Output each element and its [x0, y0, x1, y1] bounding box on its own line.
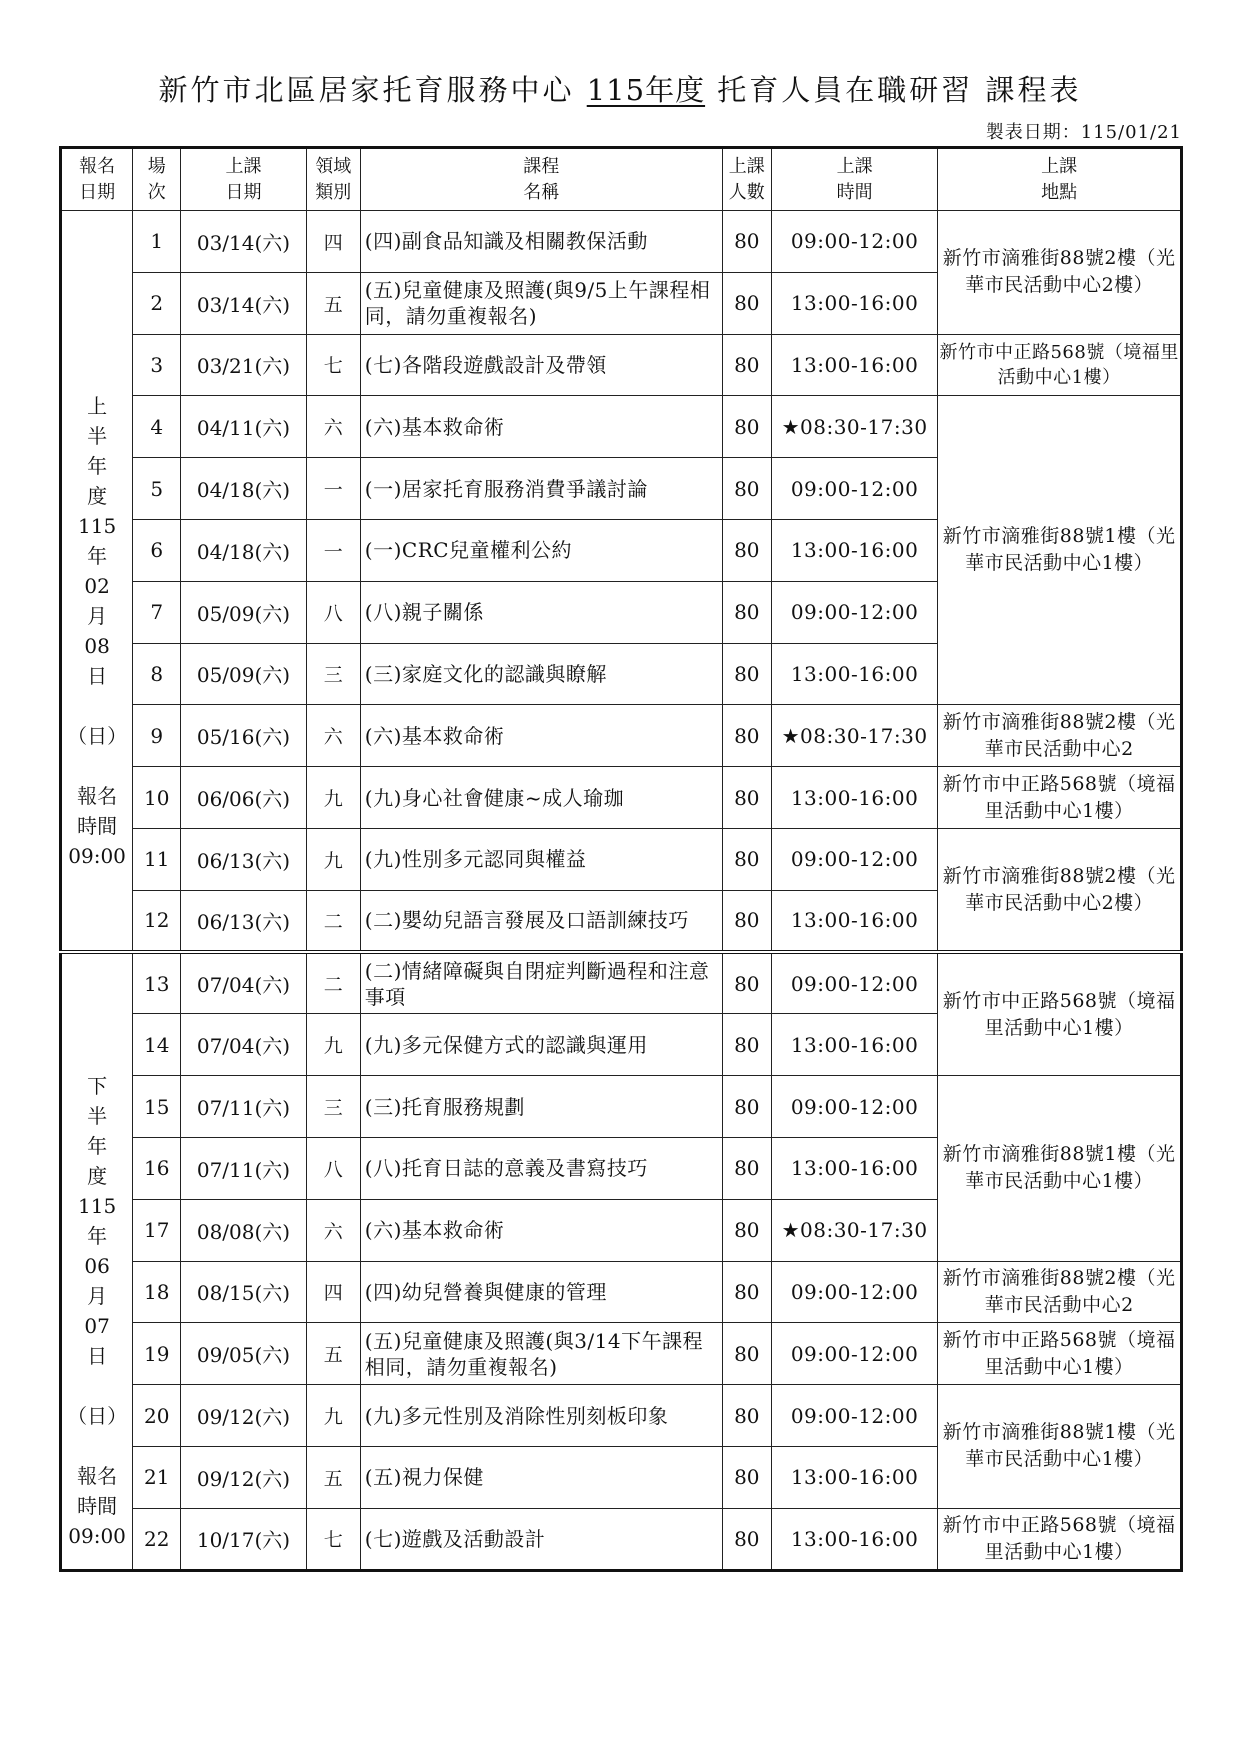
table-row — [61, 1385, 1182, 1447]
location: 新竹市滴雅街88號1樓（光華市民活動中心1樓） — [938, 396, 1182, 705]
location: 新竹市滴雅街88號1樓（光華市民活動中心1樓） — [938, 1076, 1182, 1261]
session-no: 15 — [133, 1076, 181, 1138]
domain: 六 — [306, 705, 360, 767]
made-date: 製表日期：115/01/21 — [985, 122, 1182, 143]
header-domain — [306, 148, 360, 211]
class-time: 13:00-16:00 — [771, 643, 937, 705]
domain: 六 — [306, 396, 360, 458]
reg-char: 日 — [87, 663, 108, 688]
header-date-1: 上課 — [225, 155, 262, 177]
class-time: 13:00-16:00 — [771, 334, 937, 396]
location: 新竹市滴雅街88號2樓（光華市民活動中心2 — [938, 705, 1182, 767]
course-name: (八)親子關係 — [360, 581, 722, 643]
class-time: 09:00-12:00 — [771, 828, 937, 890]
session-no: 2 — [133, 272, 181, 334]
domain: 一 — [306, 458, 360, 520]
class-time: 09:00-12:00 — [771, 581, 937, 643]
session-no: 16 — [133, 1137, 181, 1199]
class-date: 09/12(六) — [181, 1385, 306, 1447]
capacity: 80 — [722, 1385, 771, 1447]
course-name: (一)CRC兒童權利公約 — [360, 519, 722, 581]
header-count-1: 上課 — [728, 155, 765, 177]
location: 新竹市滴雅街88號2樓（光華市民活動中心2樓） — [938, 828, 1182, 952]
class-date: 03/14(六) — [181, 211, 306, 273]
class-time: ★08:30-17:30 — [771, 1199, 937, 1261]
reg-gap — [62, 1371, 132, 1401]
class-date: 06/13(六) — [181, 828, 306, 890]
session-no: 21 — [133, 1446, 181, 1508]
capacity: 80 — [722, 1014, 771, 1076]
class-date: 09/12(六) — [181, 1446, 306, 1508]
capacity: 80 — [722, 767, 771, 829]
header-time-1: 上課 — [836, 155, 873, 177]
course-name: (九)性別多元認同與權益 — [360, 828, 722, 890]
reg-char: 度 — [87, 483, 108, 508]
header-time-2: 時間 — [836, 181, 873, 203]
header-session-2: 次 — [147, 181, 166, 203]
session-no: 12 — [133, 890, 181, 952]
first-half-registration — [61, 211, 133, 953]
domain: 二 — [306, 890, 360, 952]
class-date: 04/11(六) — [181, 396, 306, 458]
reg-char: 09:00 — [68, 843, 126, 868]
class-time: 13:00-16:00 — [771, 1137, 937, 1199]
header-row — [61, 148, 1182, 211]
table-row — [61, 1323, 1182, 1385]
header-domain-2: 類別 — [315, 181, 352, 203]
table-row — [61, 952, 1182, 1014]
class-date: 05/16(六) — [181, 705, 306, 767]
class-date: 03/21(六) — [181, 334, 306, 396]
class-time: ★08:30-17:30 — [771, 705, 937, 767]
class-date: 10/17(六) — [181, 1508, 306, 1570]
domain: 七 — [306, 1508, 360, 1570]
reg-char: 月 — [87, 1284, 108, 1309]
header-session-1: 場 — [147, 155, 166, 177]
capacity: 80 — [722, 458, 771, 520]
class-time: 13:00-16:00 — [771, 1446, 937, 1508]
capacity: 80 — [722, 1261, 771, 1323]
header-reg-2: 日期 — [79, 181, 116, 203]
location: 新竹市滴雅街88號1樓（光華市民活動中心1樓） — [938, 1385, 1182, 1509]
reg-char: 報名 — [77, 1464, 118, 1489]
class-date: 03/14(六) — [181, 272, 306, 334]
header-course-2: 名稱 — [523, 181, 560, 203]
reg-char: 報名 — [77, 783, 118, 808]
class-date: 05/09(六) — [181, 643, 306, 705]
location: 新竹市中正路568號（境福里活動中心1樓） — [938, 1508, 1182, 1570]
domain: 九 — [306, 828, 360, 890]
course-name: (五)兒童健康及照護(與9/5上午課程相同，請勿重複報名) — [360, 272, 722, 334]
domain: 三 — [306, 1076, 360, 1138]
class-date: 08/08(六) — [181, 1199, 306, 1261]
reg-char: 年 — [87, 543, 108, 568]
session-no: 8 — [133, 643, 181, 705]
header-date — [181, 148, 306, 211]
session-no: 11 — [133, 828, 181, 890]
reg-char: 半 — [87, 423, 108, 448]
class-time: 09:00-12:00 — [771, 952, 937, 1014]
capacity: 80 — [722, 211, 771, 273]
header-course-1: 課程 — [523, 155, 560, 177]
class-time: 09:00-12:00 — [771, 1323, 937, 1385]
title-prefix: 新竹市北區居家托育服務中心 — [158, 73, 587, 107]
class-time: 13:00-16:00 — [771, 519, 937, 581]
class-date: 07/04(六) — [181, 1014, 306, 1076]
course-name: (七)遊戲及活動設計 — [360, 1508, 722, 1570]
header-reg — [61, 148, 133, 211]
table-row — [61, 396, 1182, 458]
domain: 二 — [306, 952, 360, 1014]
header-location — [938, 148, 1182, 211]
second-half-registration — [61, 952, 133, 1570]
reg-char: 06 — [84, 1254, 110, 1279]
session-no: 14 — [133, 1014, 181, 1076]
reg-char: 月 — [87, 603, 108, 628]
course-name: (五)視力保健 — [360, 1446, 722, 1508]
table-row — [61, 705, 1182, 767]
domain: 九 — [306, 1385, 360, 1447]
course-name: (二)情緒障礙與自閉症判斷過程和注意事項 — [360, 952, 722, 1014]
reg-char: （日） — [67, 1404, 128, 1429]
location: 新竹市滴雅街88號2樓（光華市民活動中心2樓） — [938, 211, 1182, 335]
class-date: 05/09(六) — [181, 581, 306, 643]
course-name: (五)兒童健康及照護(與3/14下午課程相同，請勿重複報名) — [360, 1323, 722, 1385]
session-no: 5 — [133, 458, 181, 520]
domain: 五 — [306, 1446, 360, 1508]
domain: 五 — [306, 1323, 360, 1385]
capacity: 80 — [722, 334, 771, 396]
reg-gap — [62, 1431, 132, 1461]
class-time: 09:00-12:00 — [771, 1076, 937, 1138]
reg-char: （日） — [67, 723, 128, 748]
page-title — [0, 68, 1240, 109]
class-date: 07/11(六) — [181, 1137, 306, 1199]
table-row — [61, 1508, 1182, 1570]
domain: 八 — [306, 581, 360, 643]
schedule-table — [59, 146, 1183, 1572]
header-location-2: 地點 — [1041, 181, 1078, 203]
class-date: 08/15(六) — [181, 1261, 306, 1323]
session-no: 18 — [133, 1261, 181, 1323]
session-no: 10 — [133, 767, 181, 829]
domain: 四 — [306, 211, 360, 273]
course-name: (三)家庭文化的認識與瞭解 — [360, 643, 722, 705]
capacity: 80 — [722, 643, 771, 705]
header-location-1: 上課 — [1041, 155, 1078, 177]
session-no: 13 — [133, 952, 181, 1014]
course-name: (六)基本救命術 — [360, 1199, 722, 1261]
class-time: 13:00-16:00 — [771, 767, 937, 829]
capacity: 80 — [722, 828, 771, 890]
capacity: 80 — [722, 519, 771, 581]
class-date: 07/04(六) — [181, 952, 306, 1014]
session-no: 7 — [133, 581, 181, 643]
reg-char: 09:00 — [68, 1524, 126, 1549]
reg-char: 度 — [87, 1164, 108, 1189]
domain: 九 — [306, 767, 360, 829]
reg-gap — [62, 691, 132, 721]
session-no: 3 — [133, 334, 181, 396]
session-no: 17 — [133, 1199, 181, 1261]
capacity: 80 — [722, 1446, 771, 1508]
course-name: (四)副食品知識及相關教保活動 — [360, 211, 722, 273]
session-no: 9 — [133, 705, 181, 767]
capacity: 80 — [722, 1137, 771, 1199]
capacity: 80 — [722, 1199, 771, 1261]
class-time: ★08:30-17:30 — [771, 396, 937, 458]
course-name: (九)身心社會健康~成人瑜珈 — [360, 767, 722, 829]
table-row — [61, 828, 1182, 890]
capacity: 80 — [722, 1076, 771, 1138]
location: 新竹市中正路568號（境福里活動中心1樓） — [938, 334, 1182, 396]
reg-char: 年 — [87, 1224, 108, 1249]
domain: 九 — [306, 1014, 360, 1076]
reg-char: 年 — [87, 1134, 108, 1159]
reg-char: 時間 — [77, 1494, 118, 1519]
reg-char: 115 — [78, 513, 117, 538]
capacity: 80 — [722, 890, 771, 952]
header-domain-1: 領域 — [315, 155, 352, 177]
header-date-2: 日期 — [225, 181, 262, 203]
reg-char: 08 — [84, 633, 110, 658]
capacity: 80 — [722, 1508, 771, 1570]
class-time: 09:00-12:00 — [771, 458, 937, 520]
course-name: (二)嬰幼兒語言發展及口語訓練技巧 — [360, 890, 722, 952]
table-row — [61, 1261, 1182, 1323]
reg-char: 半 — [87, 1104, 108, 1129]
course-name: (四)幼兒營養與健康的管理 — [360, 1261, 722, 1323]
class-time: 09:00-12:00 — [771, 1385, 937, 1447]
table-row — [61, 767, 1182, 829]
title-year: 115年度 — [586, 73, 706, 107]
title-suffix: 托育人員在職研習 課程表 — [705, 73, 1082, 107]
location: 新竹市中正路568號（境福里活動中心1樓） — [938, 952, 1182, 1076]
domain: 八 — [306, 1137, 360, 1199]
session-no: 20 — [133, 1385, 181, 1447]
class-time: 09:00-12:00 — [771, 211, 937, 273]
reg-gap — [62, 751, 132, 781]
capacity: 80 — [722, 952, 771, 1014]
location: 新竹市滴雅街88號2樓（光華市民活動中心2 — [938, 1261, 1182, 1323]
table-row — [61, 1076, 1182, 1138]
reg-char: 時間 — [77, 813, 118, 838]
class-time: 13:00-16:00 — [771, 1014, 937, 1076]
course-name: (六)基本救命術 — [360, 396, 722, 458]
session-no: 19 — [133, 1323, 181, 1385]
session-no: 6 — [133, 519, 181, 581]
class-time: 13:00-16:00 — [771, 890, 937, 952]
domain: 三 — [306, 643, 360, 705]
capacity: 80 — [722, 581, 771, 643]
session-no: 1 — [133, 211, 181, 273]
header-time — [771, 148, 937, 211]
reg-char: 115 — [78, 1194, 117, 1219]
domain: 一 — [306, 519, 360, 581]
course-name: (九)多元性別及消除性別刻板印象 — [360, 1385, 722, 1447]
class-time: 13:00-16:00 — [771, 272, 937, 334]
course-name: (七)各階段遊戲設計及帶領 — [360, 334, 722, 396]
domain: 五 — [306, 272, 360, 334]
class-date: 06/13(六) — [181, 890, 306, 952]
course-name: (三)托育服務規劃 — [360, 1076, 722, 1138]
reg-char: 年 — [87, 453, 108, 478]
capacity: 80 — [722, 705, 771, 767]
header-count-2: 人數 — [728, 181, 765, 203]
course-name: (一)居家托育服務消費爭議討論 — [360, 458, 722, 520]
domain: 七 — [306, 334, 360, 396]
table-row — [61, 211, 1182, 273]
class-date: 07/11(六) — [181, 1076, 306, 1138]
domain: 六 — [306, 1199, 360, 1261]
class-date: 04/18(六) — [181, 519, 306, 581]
session-no: 22 — [133, 1508, 181, 1570]
class-date: 04/18(六) — [181, 458, 306, 520]
reg-char: 日 — [87, 1344, 108, 1369]
domain: 四 — [306, 1261, 360, 1323]
table-row — [61, 334, 1182, 396]
class-time: 13:00-16:00 — [771, 1508, 937, 1570]
reg-char: 02 — [84, 573, 110, 598]
header-reg-1: 報名 — [79, 155, 116, 177]
session-no: 4 — [133, 396, 181, 458]
location: 新竹市中正路568號（境福里活動中心1樓） — [938, 1323, 1182, 1385]
capacity: 80 — [722, 272, 771, 334]
reg-char: 上 — [87, 393, 108, 418]
class-time: 09:00-12:00 — [771, 1261, 937, 1323]
header-course — [360, 148, 722, 211]
course-name: (九)多元保健方式的認識與運用 — [360, 1014, 722, 1076]
class-date: 09/05(六) — [181, 1323, 306, 1385]
header-session — [133, 148, 181, 211]
location: 新竹市中正路568號（境福里活動中心1樓） — [938, 767, 1182, 829]
capacity: 80 — [722, 1323, 771, 1385]
class-date: 06/06(六) — [181, 767, 306, 829]
reg-char: 07 — [84, 1314, 110, 1339]
header-count — [722, 148, 771, 211]
course-name: (八)托育日誌的意義及書寫技巧 — [360, 1137, 722, 1199]
capacity: 80 — [722, 396, 771, 458]
course-name: (六)基本救命術 — [360, 705, 722, 767]
reg-char: 下 — [87, 1074, 108, 1099]
